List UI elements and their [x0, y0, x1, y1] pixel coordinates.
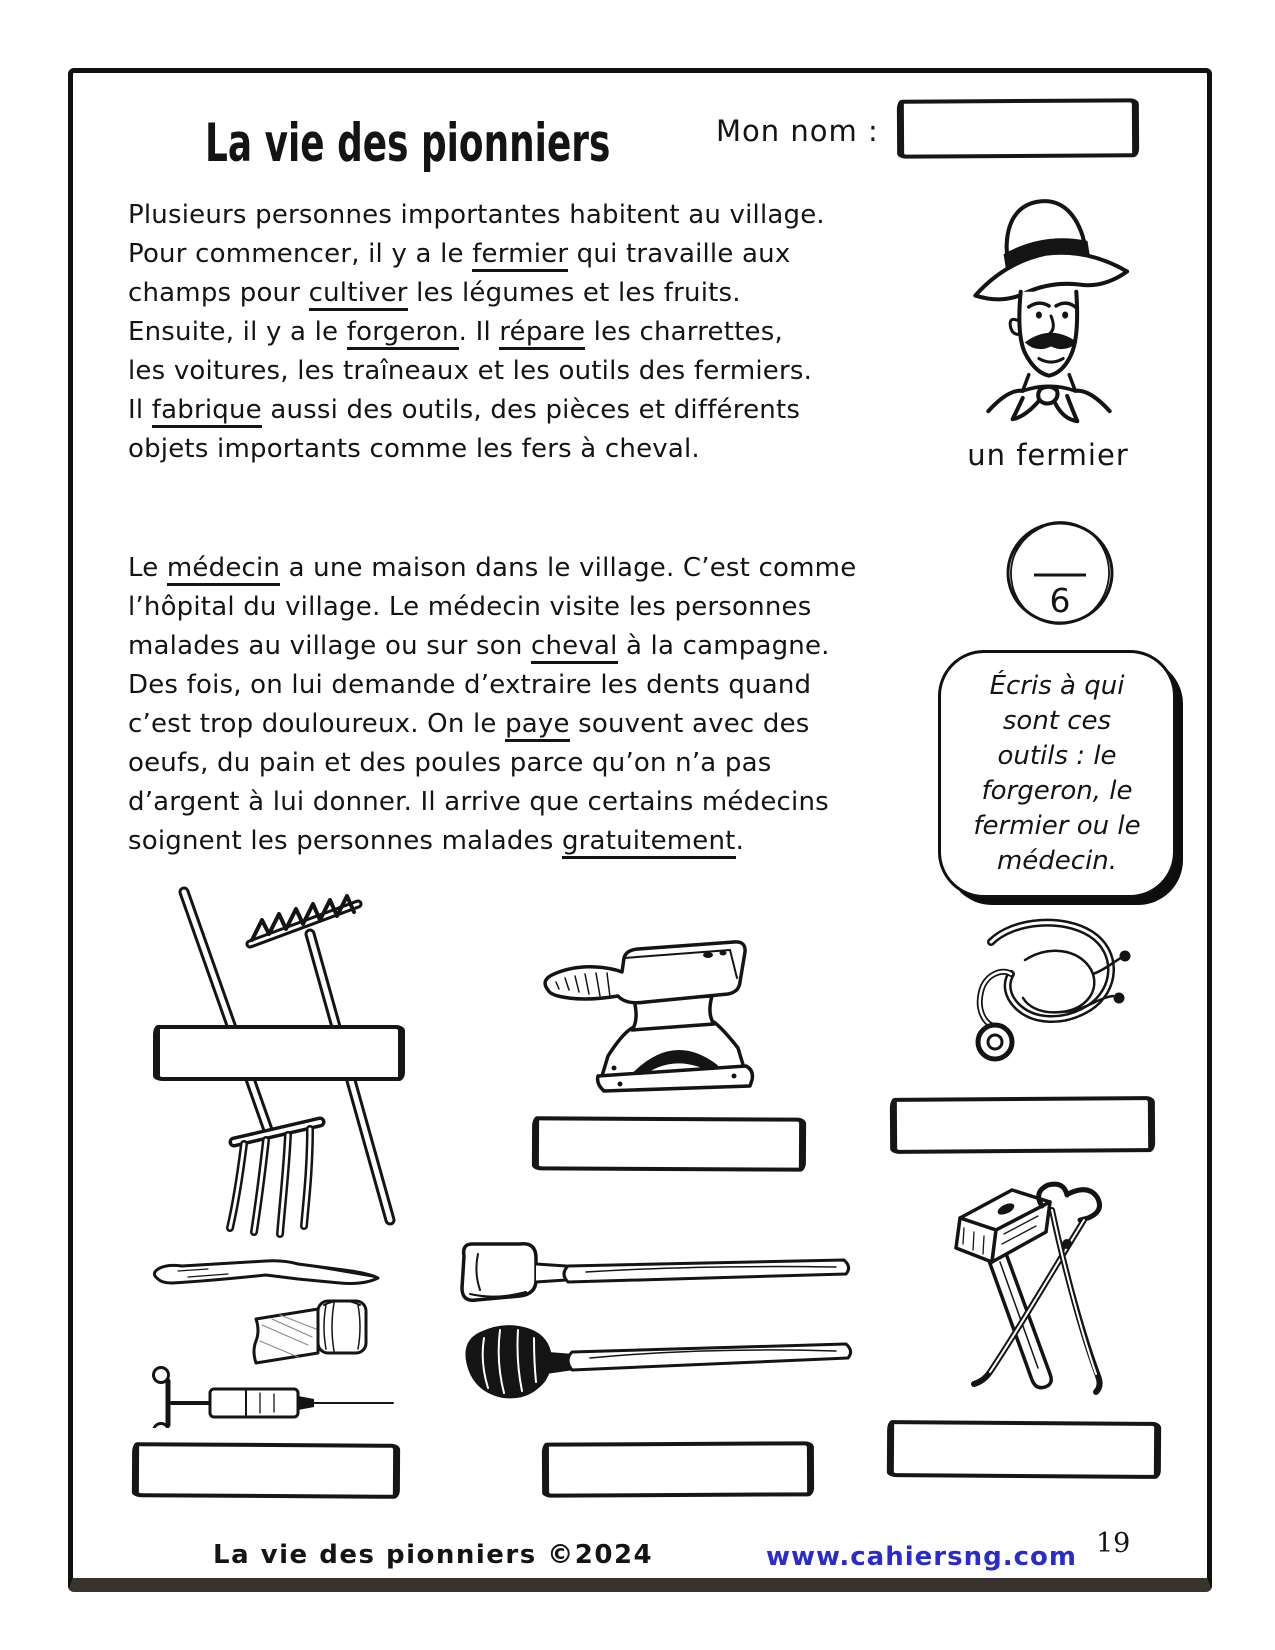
answer-box-hammer-tongs[interactable]: [887, 1420, 1161, 1479]
answer-box-medical-tools[interactable]: [132, 1442, 400, 1499]
farmer-icon: [958, 190, 1140, 434]
anvil-illustration: [538, 938, 763, 1093]
instruction-box: Écris à qui sont ces outils : le forgeron, le fermier ou le médecin.: [938, 650, 1176, 898]
page-title: La vie des pionniers: [205, 112, 611, 174]
answer-box-stethoscope[interactable]: [890, 1096, 1155, 1154]
intro-paragraph: Plusieurs personnes importantes habitent au village. Pour commencer, il y a le fermier qui travaille aux champs pour cultiver les légumes et les fruits. Ensuite, il y a le forgeron. Il répare les charrettes, les voitures, les traîneaux et les outils des fermiers. Il fabrique aussi des outils, des pièces et différents objets importants comme les fers à cheval.: [128, 200, 825, 464]
page-number: 19: [1096, 1528, 1131, 1559]
farmer-portrait-illustration: [958, 190, 1140, 434]
sledgehammer-and-tongs-illustration: [930, 1178, 1120, 1400]
answer-box-anvil[interactable]: [532, 1116, 806, 1171]
hammer-tongs-icon: [930, 1178, 1120, 1400]
two-shovels-illustration: [456, 1230, 856, 1412]
name-label: Mon nom :: [716, 114, 879, 148]
score-total: 6: [1049, 581, 1071, 620]
scalpel-bandage-syringe-illustration: [148, 1253, 403, 1428]
doctor-paragraph: Le médecin a une maison dans le village. C’est comme l’hôpital du village. Le médecin visite les personnes malades au village ou sur son cheval à la campagne. Des fois, on lui demande d’extraire les dents quand c’est trop douloureux. On le paye souvent avec des oeufs, du pain et des poules parce qu’on n’a pas d’argent à lui donner. Il arrive que certains médecins soignent les personnes malades gratuitement.: [128, 549, 928, 861]
anvil-icon: [538, 938, 763, 1093]
name-input-box[interactable]: [897, 98, 1139, 158]
farmer-caption: un fermier: [967, 438, 1129, 472]
stethoscope-illustration: [933, 912, 1138, 1080]
footer-copyright: La vie des pionniers ©2024: [213, 1540, 654, 1570]
answer-box-shovels[interactable]: [542, 1441, 814, 1497]
answer-box-rake-pitchfork[interactable]: [153, 1025, 405, 1081]
score-box[interactable]: [1002, 514, 1118, 632]
footer-website-link[interactable]: www.cahiersng.com: [766, 1542, 1077, 1572]
stethoscope-icon: [933, 912, 1138, 1080]
shovels-icon: [456, 1230, 856, 1412]
medical-tools-icon: [148, 1253, 403, 1428]
